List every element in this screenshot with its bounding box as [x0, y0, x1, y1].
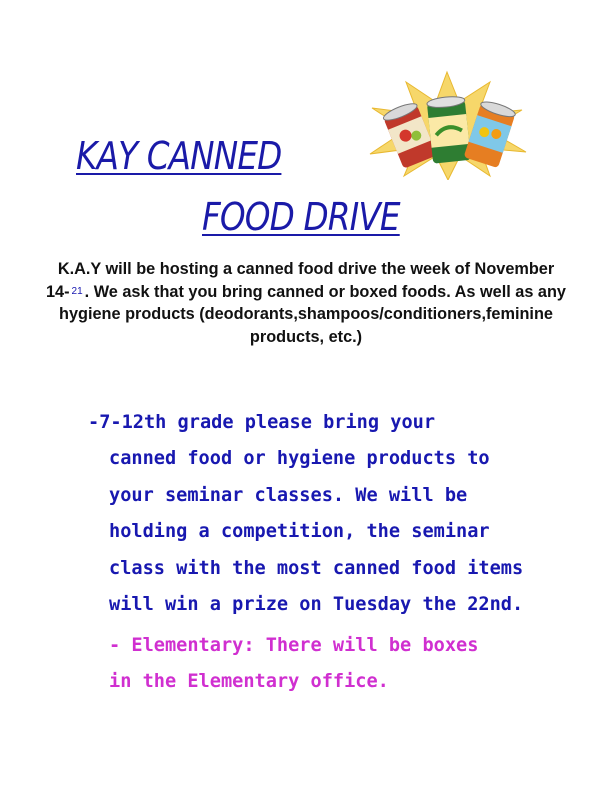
secondary-instructions — [88, 405, 523, 623]
secondary-line: canned food or hygiene products to — [109, 448, 490, 470]
flyer-title-line1: KAY CANNED — [76, 134, 282, 178]
secondary-line: class with the most canned food items — [109, 557, 524, 579]
secondary-line: -7-12th grade please bring your — [88, 412, 436, 433]
elementary-instructions — [109, 628, 478, 701]
secondary-line: will win a prize on Tuesday the 22nd. — [109, 594, 524, 616]
intro-paragraph — [46, 258, 566, 348]
elementary-line: - Elementary: There will be boxes — [109, 635, 479, 656]
elementary-line: in the Elementary office. — [109, 671, 389, 693]
canned-food-cans-icon — [362, 70, 532, 180]
secondary-line: your seminar classes. We will be — [109, 484, 468, 506]
secondary-line: holding a competition, the seminar — [109, 521, 490, 543]
intro-text-part1: K.A.Y will be hosting a canned food drive the week of November 14- — [46, 260, 555, 301]
flyer-title-line2: FOOD DRIVE — [202, 195, 400, 239]
intro-text-part2: . We ask that you bring canned or boxed foods. As well as any hygiene products (deodorants,shampoos/conditioners,feminine products, etc.) — [59, 282, 566, 346]
end-date-number: 21 — [71, 285, 83, 297]
